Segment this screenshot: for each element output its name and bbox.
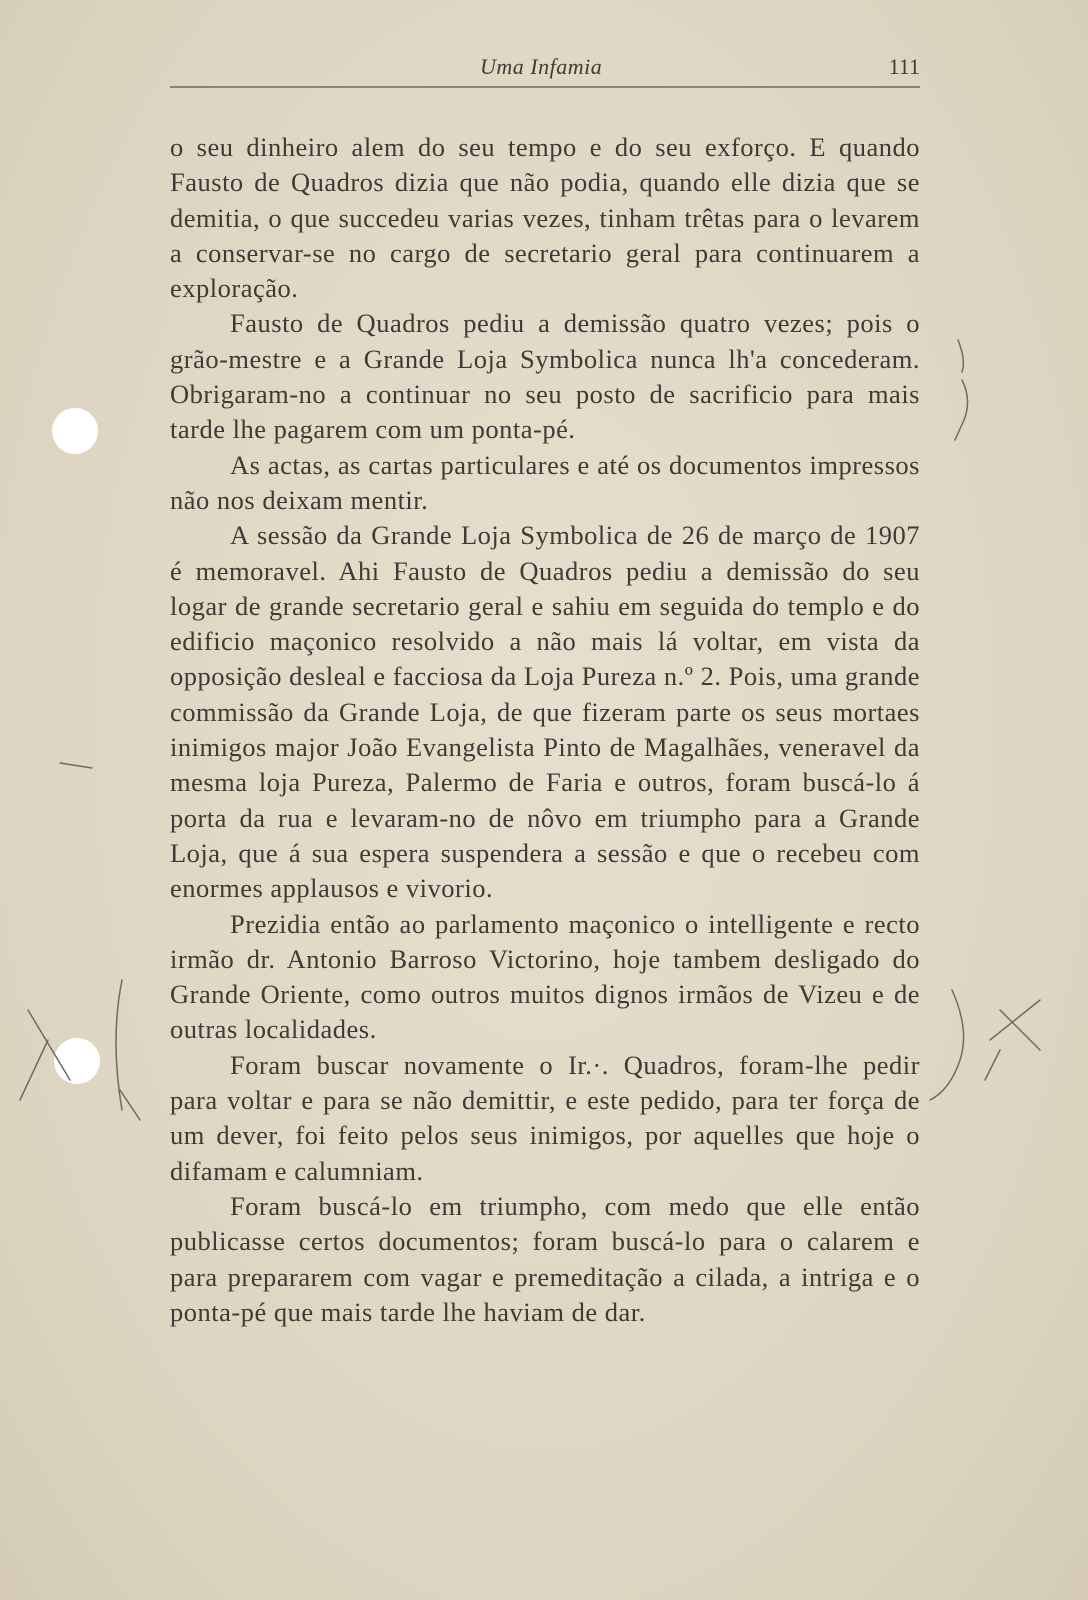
margin-cross-right [985,1000,1040,1080]
running-header [170,50,920,88]
margin-cross-left [20,1010,70,1100]
body-text [170,130,920,1330]
paragraph-2: Fausto de Quadros pediu a demissão quatro vezes; pois o grão-mestre e a Grande Loja Symbolica nunca lh'a concederam. Obrigaram-no a continuar no seu posto de sacrificio para mais tarde lhe pagarem com um ponta-pé. [170,308,920,445]
page-number: 111 [888,54,920,79]
margin-mark-right-1 [958,340,963,372]
margin-bracket-right [930,990,964,1100]
paragraph-1: o seu dinheiro alem do seu tempo e do seu exforço. E quando Fausto de Quadros dizia que não podia, quando elle dizia que se demitia, o que succedeu varias vezes, tinham trêtas para o levarem a conservar-se no cargo de secretario geral para continuarem a exploração. [170,132,920,304]
margin-tick-left [120,1090,140,1120]
paragraph-4: A sessão da Grande Loja Symbolica de 26 de março de 1907 é memoravel. Ahi Fausto de Quadros pediu a demissão do seu logar de grande secretario geral e sahiu em seguida do templo e do edificio maçonico resolvido a não mais lá voltar, em vista da opposição desleal e facciosa da Loja Pureza n.º 2. Pois, uma grande commissão da Grande Loja, de que fizeram parte os seus mortaes inimigos major João Evangelista Pinto de Magalhães, veneravel da mesma loja Pureza, Palermo de Faria e outros, foram buscá-lo á porta da rua e levaram-no de nôvo em triumpho para a Grande Loja, que á sua espera suspendera a sessão e que o recebeu com enormes applausos e vivorio. [170,520,920,904]
margin-dash-left [60,763,92,768]
header-title: Uma Infamia [480,54,603,79]
paragraph-5: Prezidia então ao parlamento maçonico o intelligente e recto irmão dr. Antonio Barroso Victorino, hoje tambem desligado do Grande Oriente, como outros muitos dignos irmãos de Vizeu e de outras localidades. [170,908,920,1045]
margin-mark-right-2 [955,380,968,440]
paragraph-3: As actas, as cartas particulares e até os documentos impressos não nos deixam mentir. [170,449,920,515]
paragraph-6: Foram buscar novamente o Ir.·. Quadros, foram-lhe pedir para voltar e para se não demittir, e este pedido, para ter força de um dever, foi feito pelos seus inimigos, por aquelles que hoje o difamam e calumniam. [170,1049,920,1186]
paragraph-7: Foram buscá-lo em triumpho, com medo que elle então publicasse certos documentos; foram buscá-lo para o calarem e para prepararem com vagar e premeditação a cilada, a intriga e o ponta-pé que mais tarde lhe haviam de dar. [170,1190,920,1327]
